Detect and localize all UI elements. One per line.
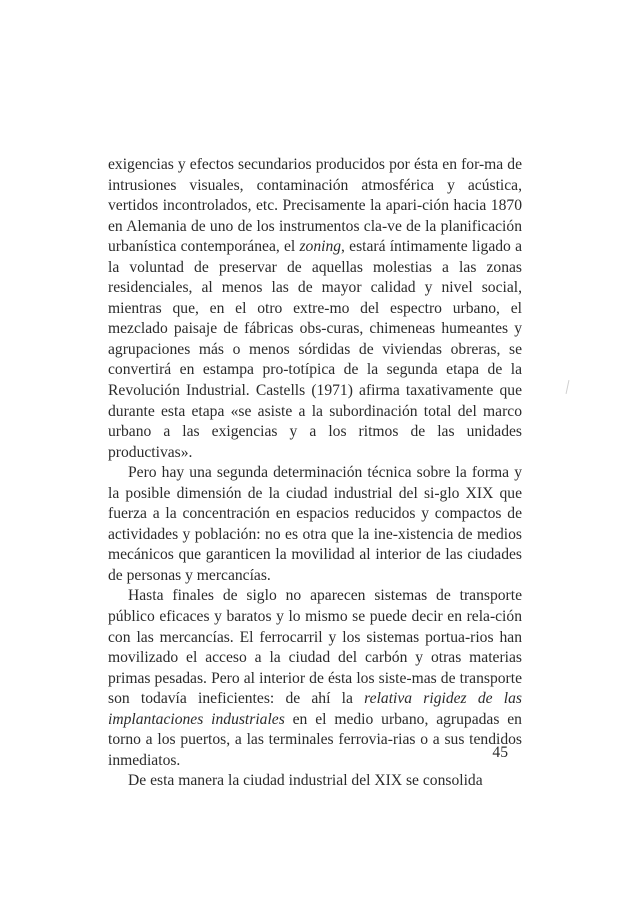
paragraph-1 (108, 155, 522, 463)
paragraph-4 (108, 771, 522, 792)
text-run: en el medio urbano, agrupadas en torno a los puertos, a las terminales ferrovia-rias o a sus tendidos inmediatos. (108, 710, 522, 769)
italic-phrase-rigidez: relativa rigidez de las implantaciones industriales (108, 690, 522, 728)
paragraph-2 (108, 463, 522, 586)
margin-mark (566, 380, 570, 394)
text-run: , estará íntimamente ligado a la voluntad de preservar de aquellas molestias a las zonas residenciales, al menos las de mayor calidad y nivel social, mientras que, en el otro extre-mo del espectro urbano, el mezclado paisaje de fábricas obs-curas, chimeneas humeantes y agrupaciones más o menos sórdidas de viviendas obreras, se convertirá en estampa pro-totípica de la segunda etapa de la Revolución Industrial. Castells (1971) afirma taxativamente que durante esta etapa «se asiste a la subordinación total del marco urbano a las exigencias y a los ritmos de las unidades productivas». (108, 238, 522, 461)
paragraph-3 (108, 586, 522, 771)
text-run: Hasta finales de siglo no aparecen sistemas de transporte público eficaces y baratos y lo mismo se puede decir en rela-ción con las mercancías. El ferrocarril y los sistemas portua-rios han movilizado el acceso a la ciudad del carbón y otras materias primas pesadas. Pero al interior de ésta los siste-mas de transporte son todavía ineficientes: de ahí la (108, 587, 522, 708)
text-run: Pero hay una segunda determinación técnica sobre la forma y la posible dimensión de la ciudad industrial del si-glo XIX que fuerza a la concentración en espacios reducidos y compactos de actividades y población: no es otra que la ine-xistencia de medios mecánicos que garanticen la movilidad al interior de las ciudades de personas y mercancías. (108, 464, 522, 584)
italic-term-zoning: zoning (299, 238, 342, 256)
page-number: 45 (492, 744, 508, 761)
body-text (108, 155, 522, 792)
text-run: De esta manera la ciudad industrial del XIX se consolida (128, 772, 483, 790)
text-run: exigencias y efectos secundarios producidos por ésta en for-ma de intrusiones visuales, contaminación atmosférica y acústica, vertidos incontrolados, etc. Precisamente la apari-ción hacia 1870 en Alemania de uno de los instrumentos cla-ve de la planificación urbanística contemporánea, el (108, 156, 522, 256)
